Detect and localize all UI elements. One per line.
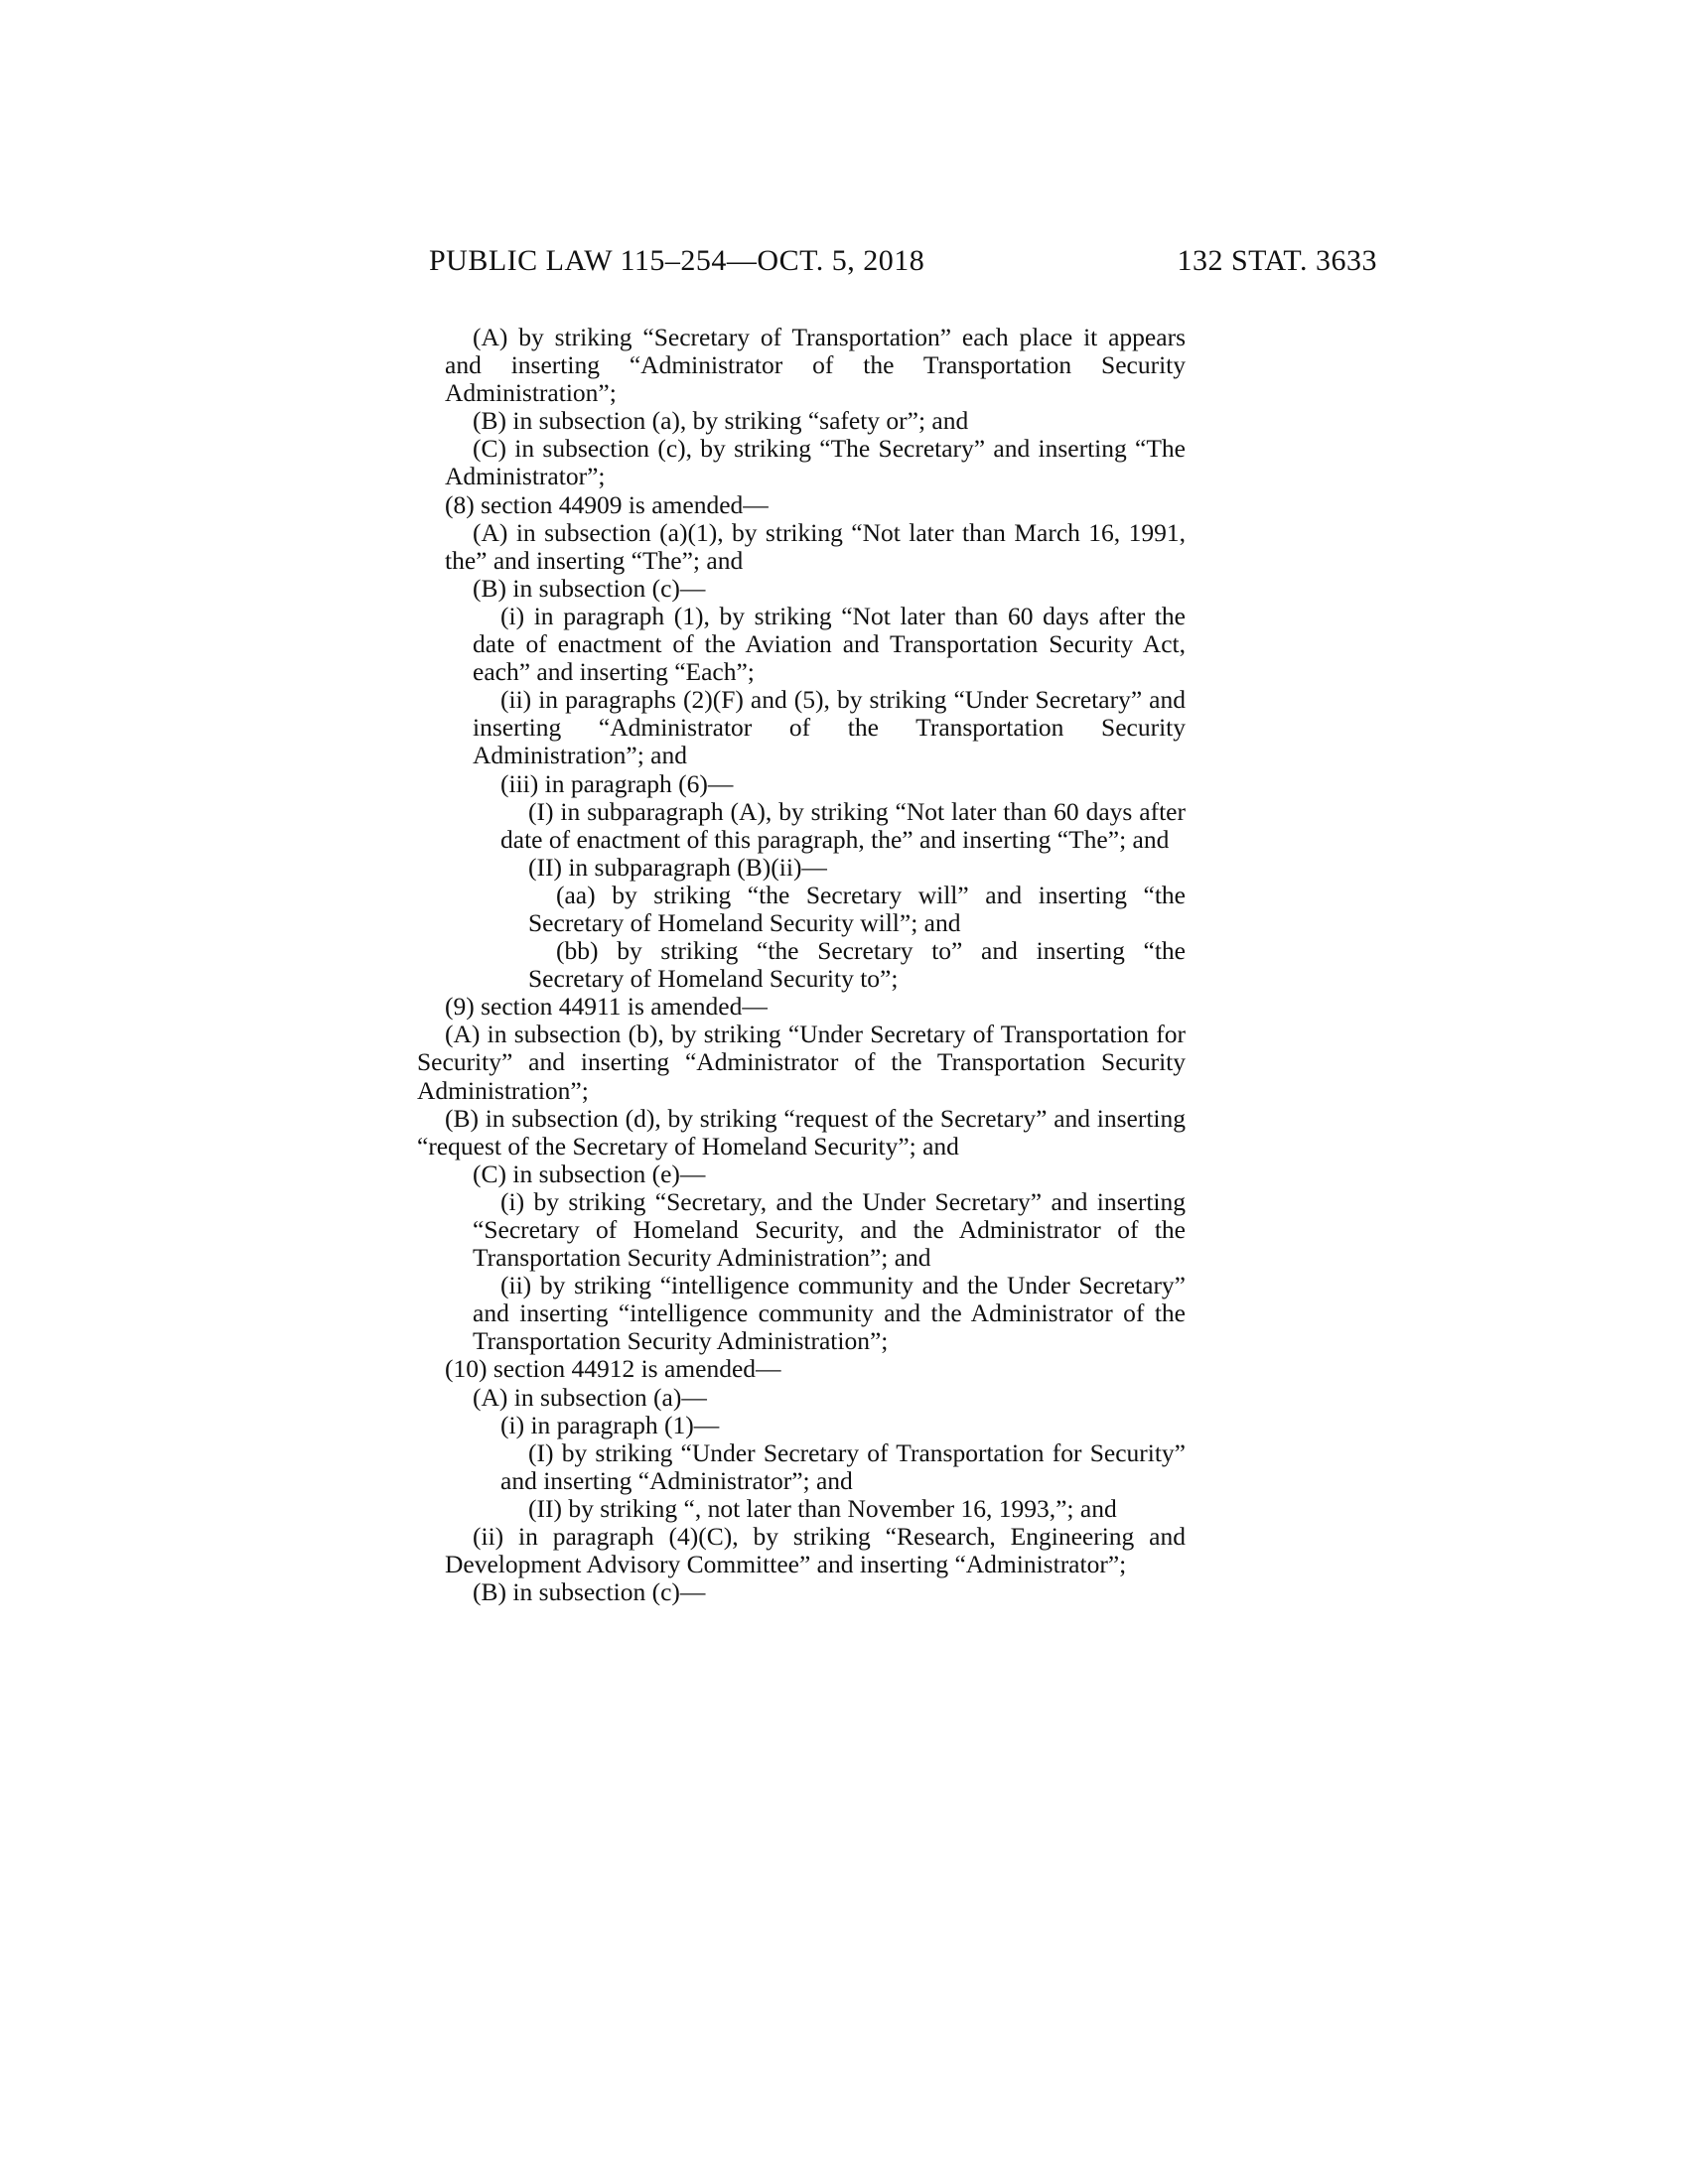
statute-paragraph: (A) in subsection (a)— [473,1382,707,1412]
statute-paragraph: (aa) by striking “the Secretary will” and inserting “the Secretary of Homeland Security will”; and [528,880,1186,937]
statute-paragraph: (8) section 44909 is amended— [445,489,769,519]
statute-paragraph: (bb) by striking “the Secretary to” and inserting “the Secretary of Homeland Security to”; [528,936,1186,994]
statute-paragraph: (B) in subsection (d), by striking “request of the Secretary” and inserting “request of the Secretary of Homeland Security”; and [417,1103,1186,1160]
statute-paragraph: (A) in subsection (b), by striking “Under Secretary of Transportation for Security” and inserting “Administrator of the Transportation Security Administration”; [417,1020,1186,1105]
statute-paragraph: (II) by striking “, not later than November 16, 1993,”; and [528,1493,1117,1523]
statute-paragraph: (I) by striking “Under Secretary of Transportation for Security” and inserting “Administrator”; and [500,1437,1186,1495]
statute-paragraph: (C) in subsection (e)— [473,1159,706,1188]
statute-paragraph: (i) in paragraph (1)— [500,1410,720,1439]
statute-paragraph: (A) by striking “Secretary of Transportation” each place it appears and inserting “Administrator of the Transportation Security Administration”; [445,323,1186,408]
statute-paragraph: (B) in subsection (c)— [473,1577,706,1607]
statute-paragraph: (10) section 44912 is amended— [445,1354,781,1384]
statute-paragraph: (II) in subparagraph (B)(ii)— [528,852,827,882]
public-law-citation: PUBLIC LAW 115–254—OCT. 5, 2018 [429,244,925,277]
statute-text [417,324,1186,1606]
running-header [0,244,1688,284]
statute-paragraph: (B) in subsection (c)— [473,573,706,603]
statute-paragraph: (ii) by striking “intelligence community and the Under Secretary” and inserting “intelligence community and the Administrator of the Transportation Security Administration”; [473,1271,1186,1356]
statute-paragraph: (i) by striking “Secretary, and the Under Secretary” and inserting “Secretary of Homeland Security, and the Administrator of the Transportation Security Administration”; and [473,1186,1186,1273]
statute-paragraph: (A) in subsection (a)(1), by striking “Not later than March 16, 1991, the” and inserting “The”; and [445,517,1186,575]
statute-paragraph: (ii) in paragraph (4)(C), by striking “Research, Engineering and Development Advisory Committee” and inserting “Administrator”; [445,1522,1186,1579]
statute-paragraph: (iii) in paragraph (6)— [500,768,734,798]
statute-paragraph: (9) section 44911 is amended— [445,992,768,1022]
statute-paragraph: (B) in subsection (a), by striking “safety or”; and [473,406,969,436]
statute-page-number: 132 STAT. 3633 [1177,244,1377,277]
statute-paragraph: (I) in subparagraph (A), by striking “Not later than 60 days after date of enactment of this paragraph, the” and inserting “The”; and [500,796,1186,854]
statute-paragraph: (C) in subsection (c), by striking “The Secretary” and inserting “The Administrator”; [445,434,1186,491]
statute-paragraph: (ii) in paragraphs (2)(F) and (5), by striking “Under Secretary” and inserting “Administrator of the Transportation Security Administration”; and [473,685,1186,770]
statute-paragraph: (i) in paragraph (1), by striking “Not later than 60 days after the date of enactment of the Aviation and Transportation Security Act, each” and inserting “Each”; [473,601,1186,687]
